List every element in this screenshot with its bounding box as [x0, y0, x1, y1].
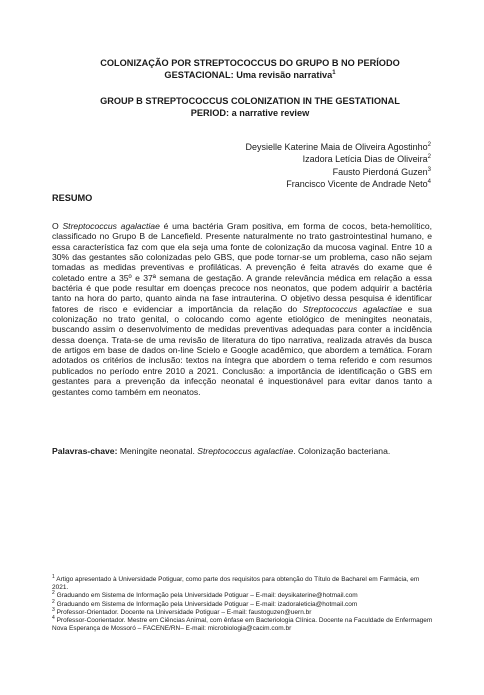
footnote: $^1$ Artigo apresentado à Universidade Potiguar, como parte dos requisitos para obtenção do Título de Bacharel em Farmácia, em 2021.	[52, 573, 420, 592]
abstract-heading: RESUMO	[52, 193, 93, 203]
author-list	[246, 141, 431, 190]
footnotes	[52, 573, 437, 633]
footnote: $^3$ Professor-Orientador. Docente na Universidade Potiguar – E-mail: faustoguzen@uern.br	[52, 606, 312, 616]
author: Fausto Pierdoná Guzen$^3$	[332, 166, 431, 177]
footnote: $^4$ Professor-Coorientador. Mestre em Ciências Animal, com ênfase em Bacteriologia Clínica. Docente na Faculdade de Enfermagem Nova Esperança de Mossoró – FACENE/RN– E-mail: microbiologia@cacim.com.br	[52, 614, 433, 633]
abstract-body: O Streptococcus agalactiae é uma bactéria Gram positiva, em forma de cocos, beta-hemolítico, classificado no Grupo B de Lancefield. Presente naturalmente no trato gastrointestinal humano, e essa característica faz com que ela seja uma fonte de colonização da mucosa vaginal. Entre 10 a 30% das gestantes são colonizadas pelo GBS, que pode tornar-se um problema, caso não sejam tomadas as medidas preventivas e profiláticas. A prevenção é feita através do exame que é coletado entre a 35º e 37ª semana de gestação. A grande relevância médica em relação a essa bactéria é que pode resultar em doenças precoce nos neonatos, que podem adquirir a bactéria tanto na hora do parto, quanto ainda na fase intrauterina. O objetivo dessa pesquisa é identificar fatores de risco e evidenciar a importância da relação do Streptococcus agalactiae e sua colonização no trato genital, o colocando como agente etiológico de meningites neonatais, buscando assim o desenvolvimento de medidas preventivas adequadas para conter a incidência dessa doença. Trata-se de uma revisão de literatura do tipo narrativa, realizada através da busca de artigos em base de dados on-line Scielo e Google acadêmico, que abordem a temática. Foram adotados os critérios de inclusão: textos na íntegra que abordem o tema referido e com resumos publicados no período entre 2010 a 2021. Conclusão: a importância de identificação o GBS em gestantes para a prevenção da infecção neonatal é inquestionável para evitar danos tanto a gestantes como também em neonatos.	[52, 221, 432, 397]
author: Izadora Letícia Dias de Oliveira$^2$	[302, 154, 431, 165]
title-portuguese	[70, 58, 430, 81]
keywords: Palavras-chave: Meningite neonatal. Streptococcus agalactiae. Colonização bacteriana.	[52, 446, 391, 456]
species-name: Streptococcus agalactiae	[302, 303, 403, 314]
author: Francisco Vicente de Andrade Neto$^4$	[286, 178, 431, 189]
footnote: $^2$ Graduando em Sistema de Informação pela Universidade Potiguar – E-mail: izadoraleticia@hotmail.com	[52, 598, 358, 608]
species-name: Streptococcus agalactiae	[62, 221, 160, 231]
title-pt-line2: GESTACIONAL: Uma revisão narrativa	[164, 69, 333, 80]
title-pt-line2-wrap	[70, 70, 430, 82]
title-english	[70, 96, 430, 119]
title-pt-line1: COLONIZAÇÃO POR STREPTOCOCCUS DO GRUPO B NO PERÍODO	[100, 58, 400, 68]
author: Deysielle Katerine Maia de Oliveira Agostinho$^2$	[245, 142, 431, 152]
title-en-line1: GROUP B STREPTOCOCCUS COLONIZATION IN THE GESTATIONAL	[100, 96, 400, 106]
footnote: $^2$ Graduando em Sistema de Informação pela Universidade Potiguar – E-mail: deysikaterine@hotmail.com	[52, 590, 358, 600]
title-footnote-ref: 1	[332, 69, 336, 76]
title-en-line2: PERIOD: a narrative review	[190, 107, 310, 118]
keywords-label: Palavras-chave:	[52, 446, 118, 456]
